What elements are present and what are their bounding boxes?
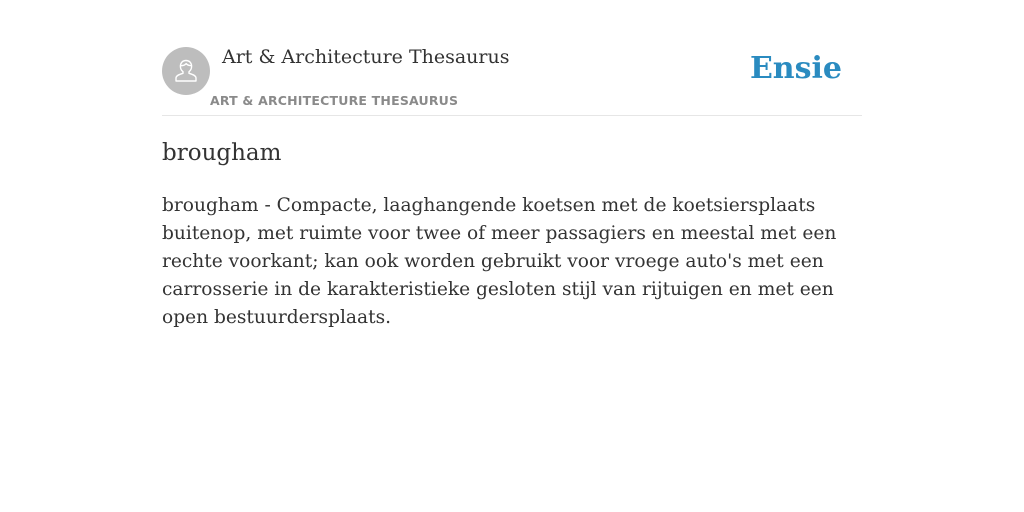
source-title[interactable]: Art & Architecture Thesaurus: [222, 46, 510, 68]
page: [162, 0, 862, 512]
term-definition: brougham - Compacte, laaghangende koetsen met de koetsiersplaats buitenop, met ruimte voor twee of meer passagiers en meestal met een rechte voorkant; kan ook worden gebruikt voor vroege auto's met een carrosserie in de karakteristieke gesloten stijl van rijtuigen en met een open bestuurdersplaats.: [162, 195, 837, 328]
term-title: brougham: [162, 140, 282, 166]
user-icon: [171, 56, 201, 86]
ensie-logo[interactable]: Ensie: [749, 51, 842, 86]
avatar[interactable]: [162, 47, 210, 95]
source-subtitle[interactable]: ART & ARCHITECTURE THESAURUS: [210, 93, 459, 108]
header: [162, 0, 862, 116]
